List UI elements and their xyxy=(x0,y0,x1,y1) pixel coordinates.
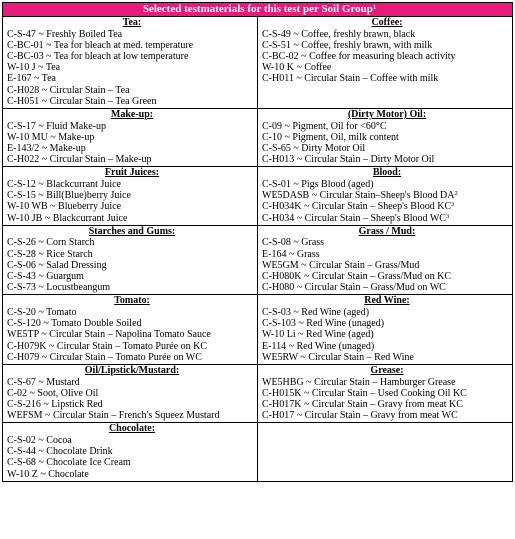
testmaterial-text: C-S-47 ~ Freshly Boiled Tea xyxy=(7,28,123,40)
group-title: Red Wine: xyxy=(364,295,410,307)
testmaterial-text: C-S-51 ~ Coffee, freshly brawn, with milk xyxy=(262,39,433,51)
testmaterial-item xyxy=(7,190,257,201)
testmaterial-item xyxy=(7,469,257,480)
testmaterial-item xyxy=(262,388,512,399)
testmaterial-item xyxy=(262,213,512,224)
table-title: Selected testmaterials for this test per Soil Group xyxy=(142,3,373,15)
group-title: Chocolate: xyxy=(108,423,156,435)
soil-group-row xyxy=(3,365,513,423)
group-title: Coffee: xyxy=(371,17,403,28)
testmaterial-text: C-H080K ~ Circular Stain – Grass/Mud on KC xyxy=(262,271,452,283)
testmaterial-text: C-S-08 ~ Grass xyxy=(262,237,325,249)
testmaterial-text: C-S-15 ~ Bill(Blue)berry Juice xyxy=(7,190,131,202)
testmaterial-item xyxy=(7,307,257,318)
testmaterial-item xyxy=(262,201,512,212)
testmaterial-text: C-H080 ~ Circular Stain – Grass/Mud on WC xyxy=(262,282,446,294)
testmaterial-item xyxy=(7,85,257,96)
testmaterial-text: C-H013 ~ Circular Stain – Dirty Motor Oil xyxy=(262,154,435,166)
testmaterial-text: C-H079K ~ Circular Stain – Tomato Purée on KC xyxy=(7,340,208,352)
testmaterial-item xyxy=(262,121,512,132)
group-title: Fruit Juices: xyxy=(104,167,160,179)
testmaterial-item xyxy=(7,213,257,224)
testmaterial-text: E-164 ~ Grass xyxy=(262,248,320,260)
testmaterial-item xyxy=(7,341,257,352)
soil-group-fruit-juices xyxy=(3,167,258,225)
soil-group-row xyxy=(3,225,513,295)
group-title: Tomato: xyxy=(114,295,150,307)
group-title: Blood: xyxy=(372,167,402,179)
testmaterial-text: C-H051 ~ Circular Stain – Tea Green xyxy=(7,95,157,107)
testmaterial-item xyxy=(7,260,257,271)
testmaterial-text: C-S-06 ~ Salad Dressing xyxy=(7,259,107,271)
testmaterial-text: C-BC-03 ~ Tea for bleach at low temperature xyxy=(7,51,189,62)
testmaterial-text: C-S-44 ~ Chocolate Drink xyxy=(7,446,113,458)
testmaterial-item xyxy=(7,377,257,388)
testmaterial-text: E-167 ~ Tea xyxy=(7,73,56,85)
testmaterial-text: C-H079 ~ Circular Stain – Tomato Purée on WC xyxy=(7,351,202,363)
testmaterial-item xyxy=(7,249,257,260)
testmaterial-text: W-10 J ~ Tea xyxy=(7,62,61,74)
testmaterial-text: WE5HBG ~ Circular Stain – Hamburger Grease xyxy=(262,376,456,388)
testmaterial-item xyxy=(262,341,512,352)
testmaterial-text: C-H028 ~ Circular Stain – Tea xyxy=(7,84,130,96)
soil-group-grass-mud xyxy=(258,225,513,295)
testmaterial-item xyxy=(7,399,257,410)
testmaterial-item xyxy=(7,62,257,73)
testmaterial-item xyxy=(262,260,512,271)
testmaterial-text: C-H017K ~ Circular Stain – Gravy from meat KC xyxy=(262,399,463,411)
testmaterial-item xyxy=(262,237,512,248)
group-title: (Dirty Motor) Oil: xyxy=(347,109,427,121)
testmaterial-item xyxy=(7,271,257,282)
testmaterial-item xyxy=(262,329,512,340)
testmaterial-item xyxy=(262,271,512,282)
testmaterial-text: WEFSM ~ Circular Stain – French's Squeez Mustard xyxy=(7,410,220,422)
testmaterial-text: C-H022 ~ Circular Stain – Make-up xyxy=(7,154,152,166)
testmaterial-text: C-S-17 ~ Fluid Make-up xyxy=(7,120,107,132)
testmaterial-text: C-H011 ~ Circular Stain – Coffee with milk xyxy=(262,73,439,85)
testmaterial-text: C-H034 ~ Circular Stain – Sheep's Blood WC xyxy=(262,212,446,224)
soil-group-tomato xyxy=(3,295,258,365)
testmaterial-text: C-S-49 ~ Coffee, freshly brawn, black xyxy=(262,28,416,40)
testmaterial-item xyxy=(7,388,257,399)
group-title: Grass / Mud: xyxy=(358,225,416,237)
soil-group-coffee xyxy=(258,17,513,109)
group-title: Starches and Gums: xyxy=(88,225,176,237)
testmaterial-item xyxy=(262,307,512,318)
testmaterial-item xyxy=(7,29,257,40)
footnote-marker: 2 xyxy=(454,190,458,198)
testmaterial-text: E-143/2 ~ Make-up xyxy=(7,143,86,155)
testmaterial-item xyxy=(262,62,512,73)
testmaterial-text: C-S-68 ~ Chocolate Ice Cream xyxy=(7,457,131,469)
testmaterial-text: C-S-03 ~ Red Wine (aged) xyxy=(262,307,370,319)
soil-group-blood xyxy=(258,167,513,225)
testmaterial-text: C-S-26 ~ Corn Starch xyxy=(7,237,95,249)
testmaterial-text: C-10 ~ Pigment, Oil, milk content xyxy=(262,131,399,143)
soil-group-grease xyxy=(258,365,513,423)
footnote-marker: 3 xyxy=(451,201,455,209)
testmaterial-item xyxy=(262,190,512,201)
soil-group-row xyxy=(3,17,513,109)
testmaterial-text: C-BC-02 ~ Coffee for measuring bleach activity xyxy=(262,51,456,62)
testmaterial-item xyxy=(7,121,257,132)
testmaterial-item xyxy=(7,435,257,446)
testmaterial-item xyxy=(262,154,512,165)
testmaterial-item xyxy=(262,40,512,51)
testmaterial-item xyxy=(7,410,257,421)
testmaterial-text: C-S-73 ~ Locustbeangum xyxy=(7,282,111,294)
testmaterial-text: WE5RW ~ Circular Stain – Red Wine xyxy=(262,351,414,363)
testmaterial-item xyxy=(7,96,257,107)
testmaterial-text: E-114 ~ Red Wine (unaged) xyxy=(262,340,375,352)
testmaterial-text: C-S-12 ~ Blackcurrant Juice xyxy=(7,179,121,191)
testmaterial-item xyxy=(7,179,257,190)
table-header xyxy=(3,3,513,17)
group-title: Oil/Lipstick/Mustard: xyxy=(84,365,180,377)
empty-cell xyxy=(258,423,513,481)
testmaterial-text: C-BC-01 ~ Tea for bleach at med. temperature xyxy=(7,39,194,51)
testmaterial-text: WE5TP ~ Circular Stain – Napolina Tomato Sauce xyxy=(7,329,211,341)
testmaterial-item xyxy=(7,132,257,143)
testmaterial-item xyxy=(262,399,512,410)
testmaterial-text: C-S-01 ~ Pigs Blood (aged) xyxy=(262,179,374,191)
testmaterial-text: WE5DASB ~ Circular Stain–Sheep's Blood DA xyxy=(262,190,455,202)
testmaterial-item xyxy=(7,446,257,457)
soil-group-row xyxy=(3,295,513,365)
soil-group-table xyxy=(2,2,513,482)
testmaterial-item xyxy=(262,29,512,40)
testmaterial-text: C-S-20 ~ Tomato xyxy=(7,307,77,319)
table-header-row xyxy=(3,3,513,17)
footnote-marker: 3 xyxy=(445,212,450,220)
group-title: Grease: xyxy=(370,365,404,377)
testmaterial-item xyxy=(7,237,257,248)
testmaterial-text: C-09 ~ Pigment, Oil for <60°C xyxy=(262,120,387,132)
testmaterial-item xyxy=(7,51,257,62)
testmaterial-item xyxy=(7,143,257,154)
testmaterial-item xyxy=(262,410,512,421)
testmaterial-text: C-H015K ~ Circular Stain – Used Cooking Oil KC xyxy=(262,387,467,399)
testmaterial-item xyxy=(7,201,257,212)
testmaterial-item xyxy=(7,318,257,329)
testmaterial-text: W-10 JB ~ Blackcurrant Juice xyxy=(7,212,128,224)
testmaterial-item xyxy=(7,154,257,165)
testmaterial-text: W-10 Z ~ Chocolate xyxy=(7,468,89,480)
testmaterial-text: WE5GM ~ Circular Stain – Grass/Mud xyxy=(262,259,420,271)
group-title: Tea: xyxy=(122,17,142,28)
testmaterial-text: C-H034K ~ Circular Stain – Sheep's Blood KC xyxy=(262,201,452,213)
testmaterial-item xyxy=(262,179,512,190)
testmaterial-item xyxy=(7,352,257,363)
soil-group-tea xyxy=(3,17,258,109)
testmaterial-item xyxy=(262,143,512,154)
testmaterial-text: C-S-43 ~ Guargum xyxy=(7,271,84,283)
testmaterial-item xyxy=(262,51,512,62)
soil-group-chocolate xyxy=(3,423,258,481)
testmaterial-item xyxy=(262,282,512,293)
soil-group-row xyxy=(3,423,513,481)
testmaterial-text: C-S-120 ~ Tomato Double Soiled xyxy=(7,318,142,330)
testmaterial-item xyxy=(262,377,512,388)
soil-group-make-up xyxy=(3,109,258,167)
testmaterial-item xyxy=(262,132,512,143)
soil-group-dirty-motor-oil xyxy=(258,109,513,167)
testmaterial-item xyxy=(7,329,257,340)
testmaterial-item xyxy=(7,282,257,293)
testmaterial-item xyxy=(262,73,512,84)
testmaterial-text: W-10 Li ~ Red Wine (aged) xyxy=(262,329,374,341)
testmaterial-text: C-S-103 ~ Red Wine (unaged) xyxy=(262,318,385,330)
testmaterial-item xyxy=(262,318,512,329)
testmaterial-text: C-H017 ~ Circular Stain – Gravy from meat WC xyxy=(262,410,458,422)
testmaterial-text: C-S-216 ~ Lipstick Red xyxy=(7,399,103,411)
testmaterial-item xyxy=(262,249,512,260)
testmaterial-text: C-02 ~ Soot, Olive Oil xyxy=(7,387,99,399)
table-title-footnote: 1 xyxy=(372,4,377,11)
soil-group-starches-and-gums xyxy=(3,225,258,295)
testmaterial-text: W-10 K ~ Coffee xyxy=(262,62,332,74)
testmaterial-item xyxy=(262,352,512,363)
testmaterial-text: C-S-02 ~ Cocoa xyxy=(7,435,72,447)
testmaterial-item xyxy=(7,73,257,84)
testmaterial-text: W-10 MU ~ Make-up xyxy=(7,131,95,143)
testmaterial-text: C-S-65 ~ Dirty Motor Oil xyxy=(262,143,366,155)
testmaterial-item xyxy=(7,457,257,468)
testmaterial-text: C-S-28 ~ Rice Starch xyxy=(7,248,93,260)
soil-group-row xyxy=(3,167,513,225)
group-title: Make-up: xyxy=(110,109,154,121)
testmaterial-text: C-S-67 ~ Mustard xyxy=(7,376,80,388)
testmaterial-item xyxy=(7,40,257,51)
soil-group-red-wine xyxy=(258,295,513,365)
soil-group-oil-lipstick-mustard xyxy=(3,365,258,423)
testmaterial-text: W-10 WB ~ Blueberry Juice xyxy=(7,201,122,213)
soil-group-row xyxy=(3,109,513,167)
